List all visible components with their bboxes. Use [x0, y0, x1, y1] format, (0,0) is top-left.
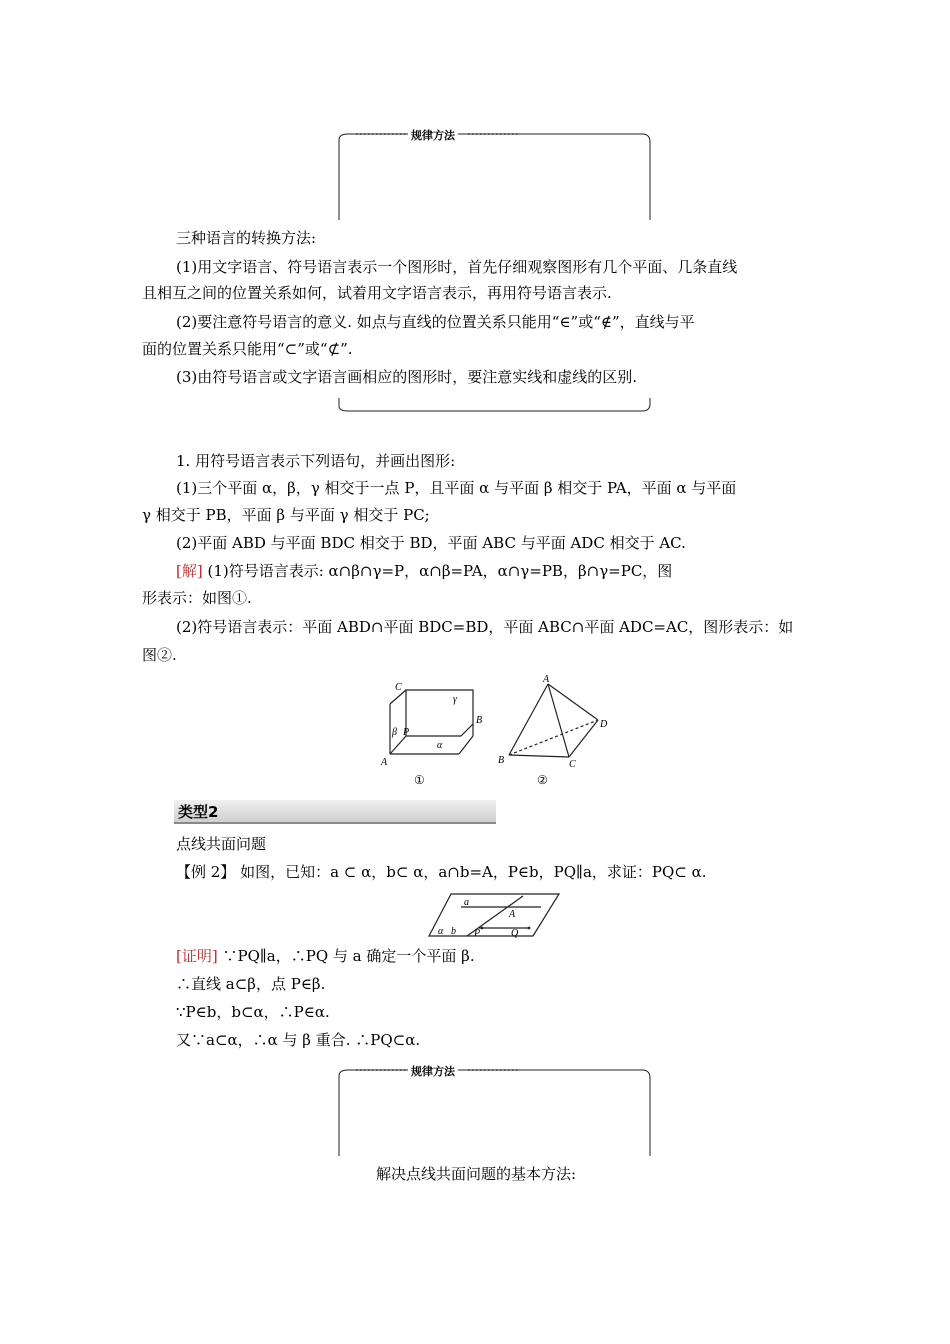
proof-line-1-text: ∵PQ∥a，∴PQ 与 a 确定一个平面 β.: [217, 947, 475, 965]
method-1-p1-line1: (1)用文字语言、符号语言表示一个图形时，首先仔细观察图形有几个平面、几条直线: [176, 258, 738, 276]
fig1-label-gamma: γ: [453, 694, 457, 705]
method-1-p3-line1: (3)由符号语言或文字语言画相应的图形时，要注意实线和虚线的区别.: [176, 368, 638, 386]
proof-tag: [证明]: [176, 947, 218, 965]
fig2-caption: ②: [537, 773, 548, 787]
method-1-p2-line1: (2)要注意符号语言的意义. 如点与直线的位置关系只能用“∈”或“∉”，直线与平: [176, 313, 695, 331]
fig2-label-C: C: [569, 759, 576, 770]
fig1-label-B: B: [476, 715, 483, 726]
type-2-label: 类型2: [178, 803, 219, 821]
fig2-label-D: D: [600, 719, 608, 730]
exercise-1-solution-1-line2: 形表示：如图①.: [142, 589, 252, 607]
proof-line-2: ∴直线 a⊂β，点 P∈β.: [176, 975, 326, 993]
fig1-label-C: C: [395, 682, 402, 693]
exercise-1-solution-2-line1: (2)符号语言表示：平面 ABD∩平面 BDC=BD，平面 ABC∩平面 ADC=AC，图形表示：如: [176, 618, 794, 636]
method-1-title: 三种语言的转换方法:: [176, 229, 317, 247]
exercise-1-solution-2-line2: 图②.: [142, 646, 177, 664]
exercise-1-q2: (2)平面 ABD 与平面 BDC 相交于 BD，平面 ABC 与平面 ADC 相交于 AC.: [176, 534, 686, 552]
example-2-statement: [176, 862, 707, 882]
fig3-label-b: b: [451, 926, 456, 937]
figure-3-plane: [425, 890, 561, 940]
fig1-label-alpha: α: [437, 740, 443, 751]
figure-2-tetrahedron: [492, 672, 617, 788]
fig2-label-A: A: [543, 674, 550, 685]
type-2-banner: [174, 800, 496, 824]
exercise-1-solution-1-line1: [176, 561, 672, 581]
method-1-p2-line2: 面的位置关系只能用“⊂”或“⊄”.: [142, 340, 353, 358]
method-box-1-header: 规律方法: [408, 127, 458, 143]
exercise-1-q1-line1: (1)三个平面 α，β，γ 相交于一点 P，且平面 α 与平面 β 相交于 PA，平面 α 与平面: [176, 479, 737, 497]
solution-1-text: (1)符号语言表示: α∩β∩γ=P，α∩β=PA，α∩γ=PB，β∩γ=PC，图: [202, 562, 673, 580]
solution-tag: [解]: [176, 562, 203, 580]
method-box-2-header: 规律方法: [408, 1063, 458, 1079]
exercise-1-question: 1. 用符号语言表示下列语句，并画出图形:: [176, 452, 456, 470]
fig1-label-beta: β: [392, 727, 397, 738]
fig3-label-Q: Q: [511, 928, 519, 939]
fig3-label-P: P: [474, 928, 481, 939]
fig1-label-P: P: [403, 727, 410, 738]
example-2-text: 如图，已知：a ⊂ α，b⊂ α，a∩b=A，P∈b，PQ∥a，求证：PQ⊂ α.: [235, 863, 707, 881]
fig3-label-A: A: [509, 909, 516, 920]
method-box-2-frame: [336, 1064, 654, 1164]
fig3-label-alpha: α: [438, 926, 444, 937]
exercise-1-q1-line2: γ 相交于 PB，平面 β 与平面 γ 相交于 PC;: [142, 506, 430, 524]
method-2-title: 解决点线共面问题的基本方法:: [376, 1165, 577, 1183]
fig2-label-B: B: [498, 755, 505, 766]
type-2-topic: 点线共面问题: [176, 835, 267, 853]
proof-line-1: [176, 946, 475, 966]
fig3-label-a: a: [464, 897, 469, 908]
example-2-tag: 【例 2】: [176, 863, 236, 881]
fig1-label-A: A: [381, 757, 388, 768]
method-1-p1-line2: 且相互之间的位置关系如何，试着用文字语言表示，再用符号语言表示.: [142, 284, 612, 302]
proof-line-4: 又∵a⊂α，∴α 与 β 重合. ∴PQ⊂α.: [176, 1031, 421, 1049]
figure-1-three-planes: [375, 676, 485, 788]
fig1-caption: ①: [414, 773, 425, 787]
proof-line-3: ∵P∈b，b⊂α，∴P∈α.: [176, 1003, 330, 1021]
